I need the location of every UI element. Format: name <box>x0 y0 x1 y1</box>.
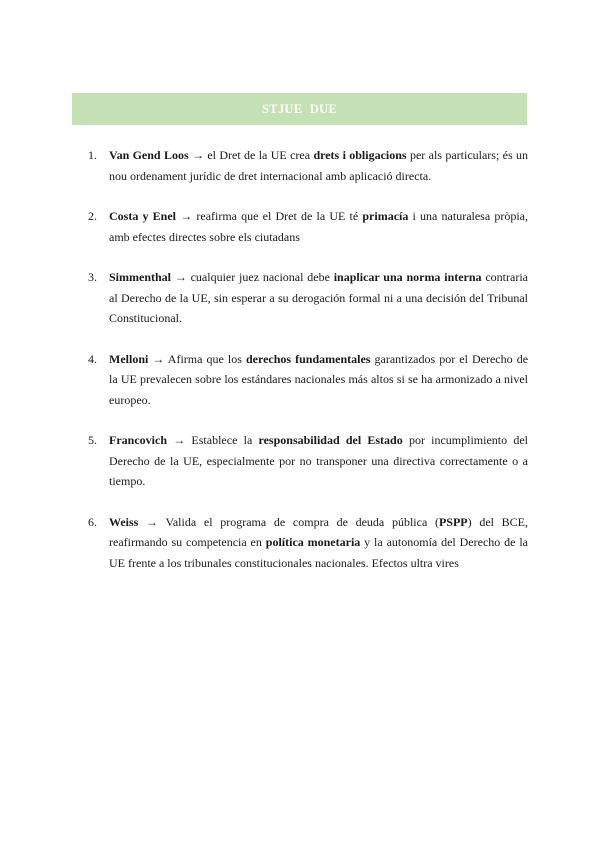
case-name: Van Gend Loos <box>109 148 189 162</box>
case-text-part: cualquier juez nacional debe <box>186 270 334 284</box>
case-text-part: contraria al Derecho de la UE, sin esperar a su derogación formal ni a una decisión del Tribunal Constitucional. <box>109 270 528 325</box>
case-text-part: reafirma que el Dret de la UE té <box>192 209 363 223</box>
arrow-icon: → <box>146 514 159 529</box>
case-text-part: y la autonomía del Derecho de la UE frente a los tribunales constitucionales nacionales. Efectos ultra vires <box>109 535 529 570</box>
case-number: 5. <box>88 433 97 447</box>
case-text-part: Valida el programa de compra de deuda pública ( <box>158 514 439 529</box>
arrow-icon: → <box>174 270 187 284</box>
case-text <box>109 206 528 247</box>
case-text-part: Afirma que los <box>164 351 246 366</box>
case-item <box>88 512 528 574</box>
case-text-part: ) del BCE, reafirmando su competencia en <box>109 514 529 549</box>
header-bar <box>72 93 527 125</box>
case-list <box>88 145 528 593</box>
case-text <box>109 145 528 186</box>
arrow-icon: → <box>173 433 186 447</box>
case-text <box>109 430 528 492</box>
case-text-part: por incumplimiento del Derecho de la UE, especialmente por no transponer una directiva correctamente o a tiempo. <box>109 433 529 488</box>
case-name: Melloni <box>109 351 149 366</box>
arrow-icon: → <box>192 148 204 162</box>
case-number: 6. <box>88 514 97 529</box>
case-keyword: PSPP <box>438 514 468 529</box>
case-item <box>88 206 528 247</box>
arrow-icon: → <box>152 351 165 366</box>
case-keyword: política monetaria <box>265 535 361 549</box>
case-keyword: responsabilidad del Estado <box>258 433 403 447</box>
case-number: 2. <box>88 209 97 223</box>
case-keyword: drets i obligacions <box>313 148 407 162</box>
case-item <box>88 430 528 492</box>
case-item <box>88 145 528 186</box>
case-number: 4. <box>88 351 97 366</box>
case-text-part: Establece la <box>185 433 259 447</box>
case-item <box>88 267 528 329</box>
document-title: STJUE DUE <box>261 101 338 116</box>
case-text-part: per als particulars; és un nou ordenament jurídic de dret internacional amb aplicació directa. <box>109 148 529 183</box>
case-text-part: garantizados por el Derecho de la UE prevalecen sobre los estándares nacionales más altos si se ha armonizado a nivel europeo. <box>109 351 529 407</box>
case-name: Costa y Enel <box>109 209 177 223</box>
case-item <box>88 349 528 411</box>
case-text <box>109 512 528 574</box>
case-name: Francovich <box>109 433 167 447</box>
case-keyword: inaplicar una norma interna <box>333 270 482 284</box>
case-text-part: el Dret de la UE crea <box>204 148 314 162</box>
case-number: 3. <box>88 270 97 284</box>
case-name: Simmenthal <box>109 270 172 284</box>
case-text <box>109 349 528 411</box>
case-name: Weiss <box>109 514 139 529</box>
case-keyword: primacía <box>362 209 409 223</box>
case-text-part: i una naturalesa pròpia, amb efectes directes sobre els ciutadans <box>109 209 529 244</box>
case-number: 1. <box>88 148 97 162</box>
case-text <box>109 267 528 329</box>
case-keyword: derechos fundamentales <box>245 351 371 366</box>
arrow-icon: → <box>180 209 193 223</box>
